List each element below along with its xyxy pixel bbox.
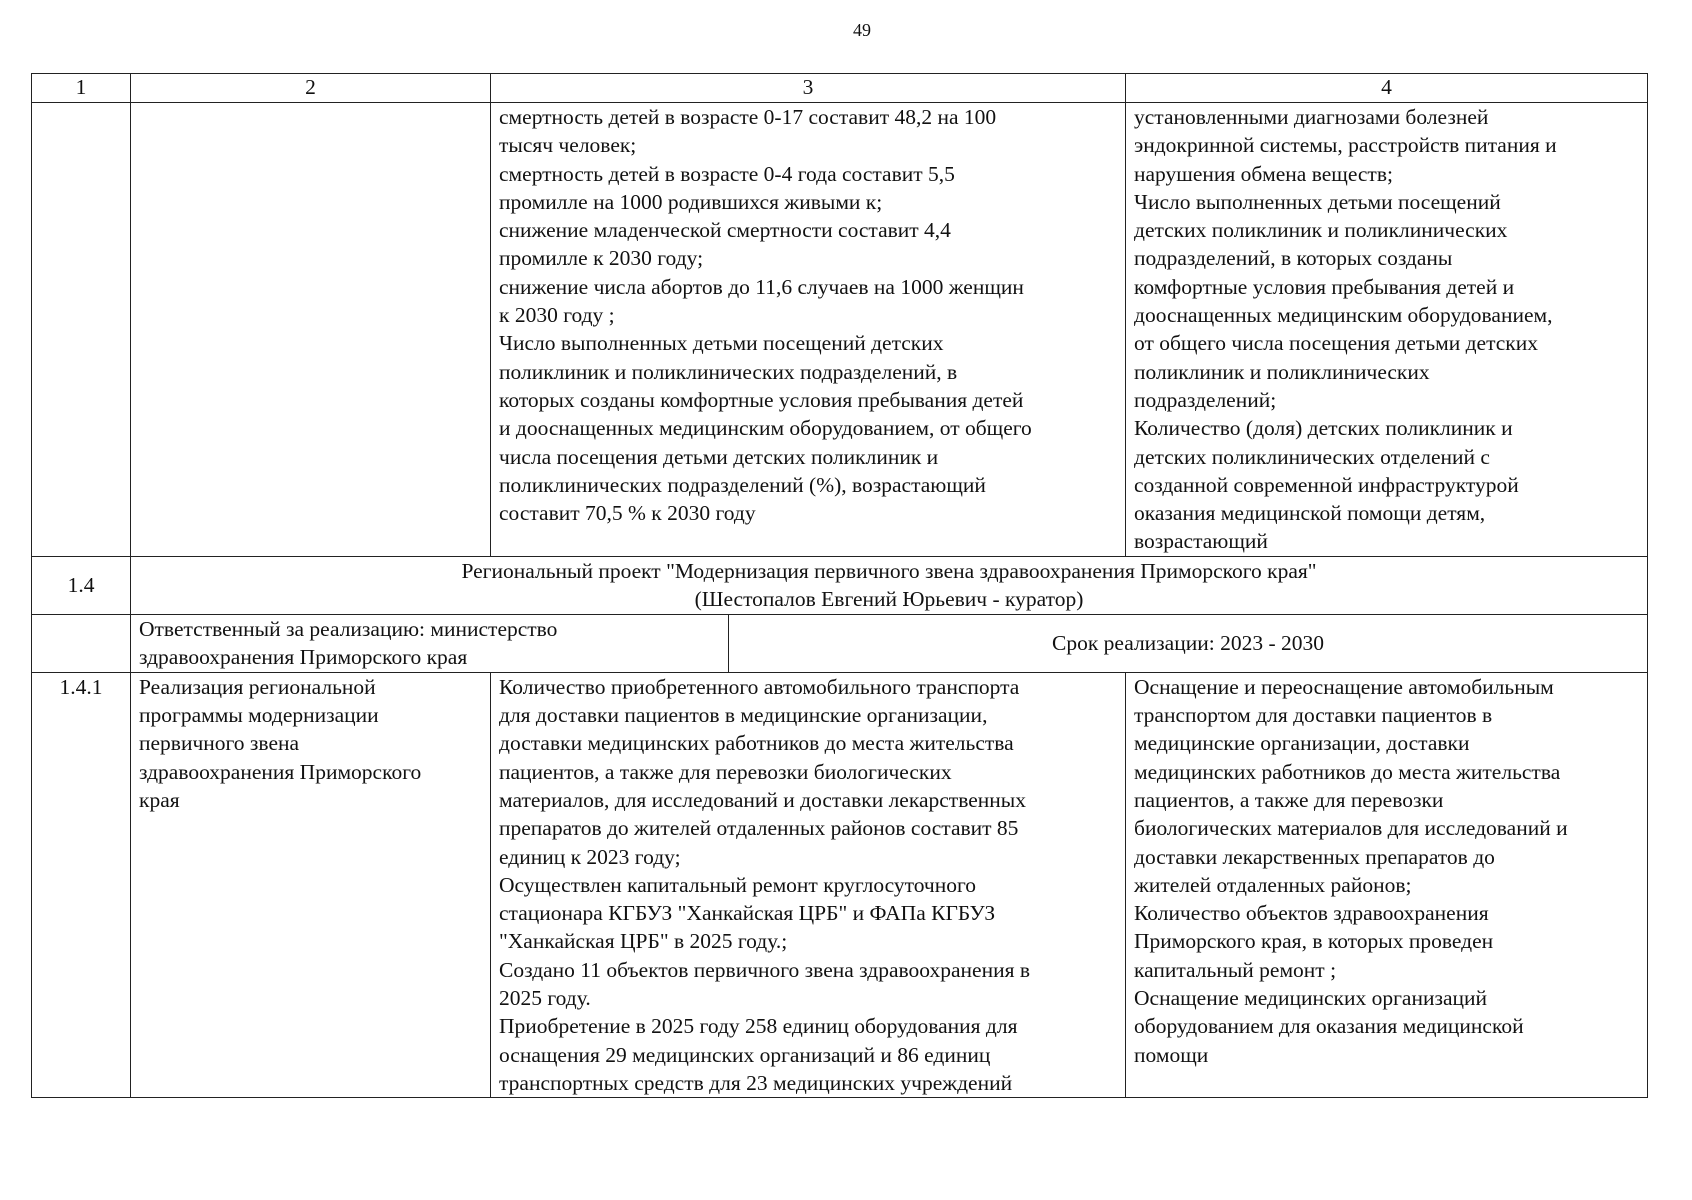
text-line: от общего числа посещения детьми детских [1134, 331, 1539, 356]
page-number: 49 [853, 20, 871, 40]
text-line: 2025 году. [499, 986, 591, 1011]
text-line: установленными диагнозами болезней [1134, 105, 1489, 129]
project-title [131, 556, 1648, 614]
text-line: Количество объектов здравоохранения [1134, 901, 1489, 926]
text-line: для доставки пациентов в медицинские организации, [499, 703, 988, 728]
text-line: оборудованием для оказания медицинской [1134, 1014, 1524, 1039]
term-cell: Срок реализации: 2023 - 2030 [729, 614, 1648, 672]
text-line: поликлиник и поликлинических подразделений, в [499, 359, 958, 384]
text-line: доставки лекарственных препаратов до [1134, 844, 1495, 869]
text-line: жителей отдаленных районов; [1134, 872, 1412, 897]
row-b-number: 1.4 [32, 556, 131, 614]
text-line: промилле на 1000 родившихся живыми к; [499, 189, 883, 214]
text-line: эндокринной системы, расстройств питания и [1134, 133, 1557, 158]
text-line: Оснащение медицинских организаций [1134, 986, 1488, 1011]
text-line: которых созданы комфортные условия пребывания детей [499, 387, 1024, 412]
text-line: оснащения 29 медицинских организаций и 86 единиц [499, 1042, 991, 1067]
text-line: поликлинических подразделений (%), возрастающий [499, 472, 986, 497]
text-line: Приобретение в 2025 году 258 единиц оборудования для [499, 1014, 1018, 1039]
project-curator-line: (Шестопалов Евгений Юрьевич - куратор) [694, 587, 1084, 612]
text-line: Число выполненных детьми посещений детских [499, 331, 944, 356]
row-a-event [131, 103, 491, 557]
header-col-1: 1 [32, 74, 131, 103]
table-row-responsible [32, 614, 1648, 672]
text-line: медицинские организации, доставки [1134, 731, 1470, 756]
text-line: комфортные условия пребывания детей и [1134, 274, 1515, 299]
header-col-4: 4 [1126, 74, 1648, 103]
text-line: препаратов до жителей отдаленных районов составит 85 [499, 816, 1019, 841]
text-line: программы модернизации [139, 703, 379, 728]
text-line: пациентов, а также для перевозки [1134, 787, 1444, 812]
responsible-line: Ответственный за реализацию: министерство [139, 616, 558, 641]
row-d-indicators [1126, 672, 1648, 1097]
responsible-cell [131, 614, 729, 672]
row-a-results [491, 103, 1126, 557]
text-line: Количество приобретенного автомобильного транспорта [499, 674, 1020, 699]
text-line: Реализация региональной [139, 674, 376, 699]
row-a-indicators [1126, 103, 1648, 557]
text-line: промилле к 2030 году; [499, 246, 704, 271]
text-line: детских поликлиник и поликлинических [1134, 218, 1508, 243]
text-line: стационара КГБУЗ "Ханкайская ЦРБ" и ФАПа КГБУЗ [499, 901, 996, 926]
row-a-number [32, 103, 131, 557]
text-line: подразделений; [1134, 387, 1277, 412]
text-line: снижение младенческой смертности составит 4,4 [499, 218, 951, 243]
text-line: дооснащенных медицинским оборудованием, [1134, 303, 1553, 328]
text-line: Создано 11 объектов первичного звена здравоохранения в [499, 957, 1030, 982]
text-line: смертность детей в возрасте 0-17 составит 48,2 на 100 [499, 105, 997, 129]
text-line: транспортом для доставки пациентов в [1134, 703, 1493, 728]
text-line: Число выполненных детьми посещений [1134, 189, 1501, 214]
text-line: снижение числа абортов до 11,6 случаев на 1000 женщин [499, 274, 1024, 299]
text-line: материалов, для исследований и доставки лекарственных [499, 787, 1026, 812]
text-line: созданной современной инфраструктурой [1134, 472, 1519, 497]
text-line: медицинских работников до места жительства [1134, 759, 1561, 784]
text-line: и дооснащенных медицинским оборудованием, от общего [499, 416, 1032, 441]
text-line: детских поликлинических отделений с [1134, 444, 1490, 469]
header-col-3: 3 [491, 74, 1126, 103]
text-line: поликлиник и поликлинических [1134, 359, 1430, 384]
row-d-results [491, 672, 1126, 1097]
project-title-line: Региональный проект "Модернизация первичного звена здравоохранения Приморского края" [461, 558, 1317, 583]
row-d-number: 1.4.1 [32, 672, 131, 1097]
row-c-number [32, 614, 131, 672]
text-line: здравоохранения Приморского [139, 759, 422, 784]
text-line: единиц к 2023 году; [499, 844, 681, 869]
text-line: транспортных средств для 23 медицинских учреждений [499, 1070, 1013, 1095]
table-row-continuation [32, 103, 1648, 557]
text-line: к 2030 году ; [499, 303, 615, 328]
text-line: "Ханкайская ЦРБ" в 2025 году.; [499, 929, 788, 954]
text-line: Осуществлен капитальный ремонт круглосуточного [499, 872, 977, 897]
text-line: Количество (доля) детских поликлиник и [1134, 416, 1513, 441]
text-line: нарушения обмена веществ; [1134, 161, 1393, 186]
text-line: помощи [1134, 1042, 1209, 1067]
text-line: капитальный ремонт ; [1134, 957, 1337, 982]
text-line: Оснащение и переоснащение автомобильным [1134, 674, 1554, 699]
header-row [32, 74, 1648, 103]
text-line: оказания медицинской помощи детям, [1134, 501, 1486, 526]
text-line: смертность детей в возрасте 0-4 года составит 5,5 [499, 161, 955, 186]
text-line: первичного звена [139, 731, 300, 756]
table-row-project [32, 556, 1648, 614]
row-d-event [131, 672, 491, 1097]
document-table [31, 73, 1648, 1098]
text-line: края [139, 787, 180, 812]
text-line: подразделений, в которых созданы [1134, 246, 1453, 271]
text-line: числа посещения детьми детских поликлиник и [499, 444, 939, 469]
text-line: пациентов, а также для перевозки биологических [499, 759, 952, 784]
text-line: возрастающий [1134, 529, 1268, 554]
text-line: биологических материалов для исследований и [1134, 816, 1568, 841]
text-line: тысяч человек; [499, 133, 637, 158]
text-line: Приморского края, в которых проведен [1134, 929, 1494, 954]
header-col-2: 2 [131, 74, 491, 103]
text-line: составит 70,5 % к 2030 году [499, 501, 756, 526]
responsible-line: здравоохранения Приморского края [139, 645, 468, 670]
table-row-1-4-1 [32, 672, 1648, 1097]
text-line: доставки медицинских работников до места жительства [499, 731, 1014, 756]
